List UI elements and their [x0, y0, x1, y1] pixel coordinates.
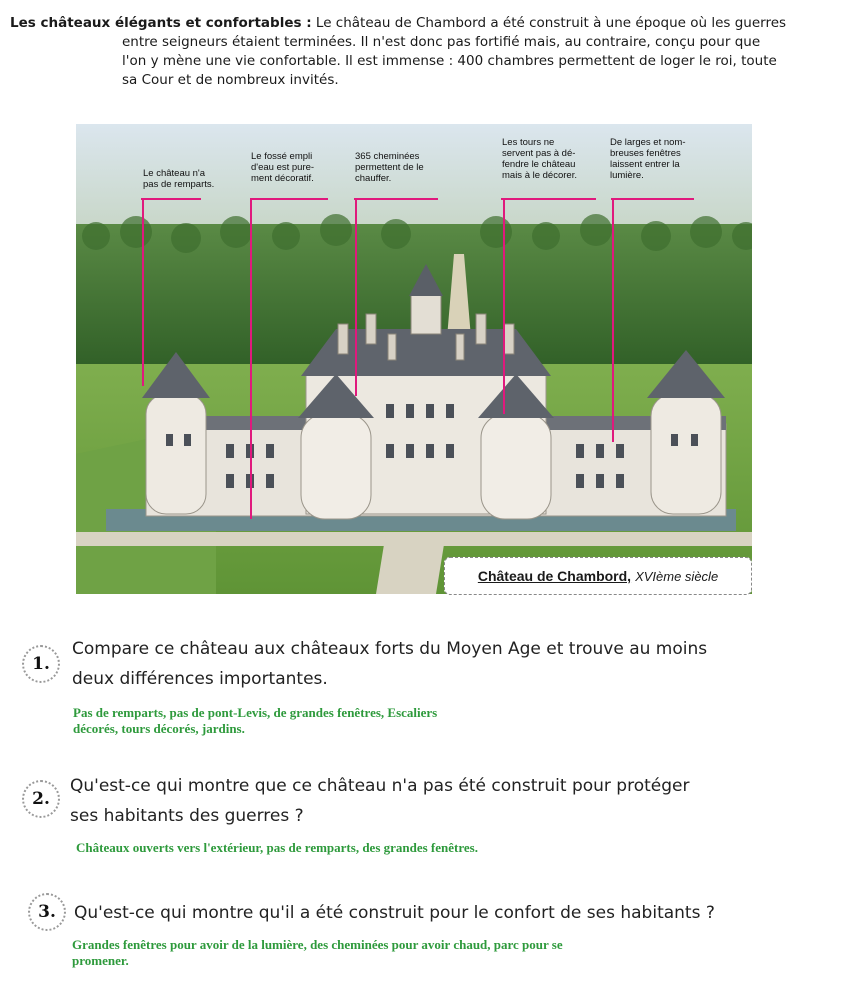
question-line: Qu'est-ce qui montre qu'il a été construit pour le confort de ses habitants ? [74, 903, 715, 923]
answer-2 [76, 840, 478, 856]
annotation-line: laissent entrer la [610, 159, 680, 170]
annotation-line: servent pas à dé- [502, 148, 576, 159]
annotation-line: De larges et nom- [610, 137, 686, 148]
annotation-line: mais à le décorer. [502, 170, 577, 181]
intro-title: Les châteaux élégants et confortables : [10, 15, 312, 31]
annotation-windows [610, 137, 686, 181]
answer-line: Châteaux ouverts vers l'extérieur, pas de remparts, des grandes fenêtres. [76, 840, 478, 855]
intro-line-2: entre seigneurs étaient terminées. Il n'est donc pas fortifié mais, au contraire, conçu pour que [122, 34, 761, 50]
question-number-badge: 1. [22, 645, 60, 683]
chateau-illustration [76, 124, 752, 594]
annotation-line: permettent de le [355, 162, 424, 173]
annotation-chimneys [355, 151, 424, 184]
annotation-line: lumière. [610, 170, 644, 181]
intro-line-3: l'on y mène une vie confortable. Il est immense : 400 chambres permettent de loger le roi, toute [122, 53, 777, 69]
path-center [376, 532, 446, 594]
chateau-photo [76, 124, 752, 594]
annotation-moat [251, 151, 314, 184]
annotation-line: fendre le château [502, 159, 576, 170]
question-line: Compare ce château aux châteaux forts du Moyen Age et trouve au moins [72, 639, 708, 659]
answer-3 [72, 937, 563, 969]
question-line: deux différences importantes. [72, 669, 328, 689]
annotation-line: ment décoratif. [251, 173, 314, 184]
annotation-ramparts [143, 168, 214, 190]
photo-caption [444, 557, 752, 595]
answer-line: promener. [72, 953, 129, 968]
intro-text-1: Le château de Chambord a été construit à une époque où les guerres [315, 15, 787, 31]
annotation-line: Les tours ne [502, 137, 555, 148]
answer-1 [73, 705, 437, 737]
answer-line: Grandes fenêtres pour avoir de la lumière, des cheminées pour avoir chaud, parc pour se [72, 937, 563, 952]
annotation-line: d'eau est pure- [251, 162, 315, 173]
question-line: Qu'est-ce qui montre que ce château n'a pas été construit pour protéger [70, 776, 690, 796]
question-line: ses habitants des guerres ? [70, 806, 304, 826]
annotation-towers [502, 137, 577, 181]
caption-century: XVIème siècle [635, 568, 719, 584]
annotation-line: Le château n'a [143, 168, 206, 179]
annotation-line: Le fossé empli [251, 151, 313, 162]
annotation-line: pas de remparts. [143, 179, 215, 190]
question-2 [70, 771, 689, 831]
question-number-badge: 3. [28, 893, 66, 931]
caption-title: Château de Chambord, [477, 568, 632, 584]
question-number-badge: 2. [22, 780, 60, 818]
annotation-line: breuses fenêtres [610, 148, 681, 159]
question-1 [72, 634, 707, 694]
annotation-line: 365 cheminées [355, 151, 420, 162]
lantern [411, 294, 441, 334]
answer-line: Pas de remparts, pas de pont-Levis, de grandes fenêtres, Escaliers [73, 705, 438, 720]
question-3 [74, 898, 715, 928]
intro-line-1 [10, 14, 840, 33]
intro-paragraph [10, 14, 840, 90]
intro-line-4: sa Cour et de nombreux invités. [122, 72, 339, 88]
answer-line: décorés, tours décorés, jardins. [73, 721, 245, 736]
annotation-line: chauffer. [355, 173, 392, 184]
